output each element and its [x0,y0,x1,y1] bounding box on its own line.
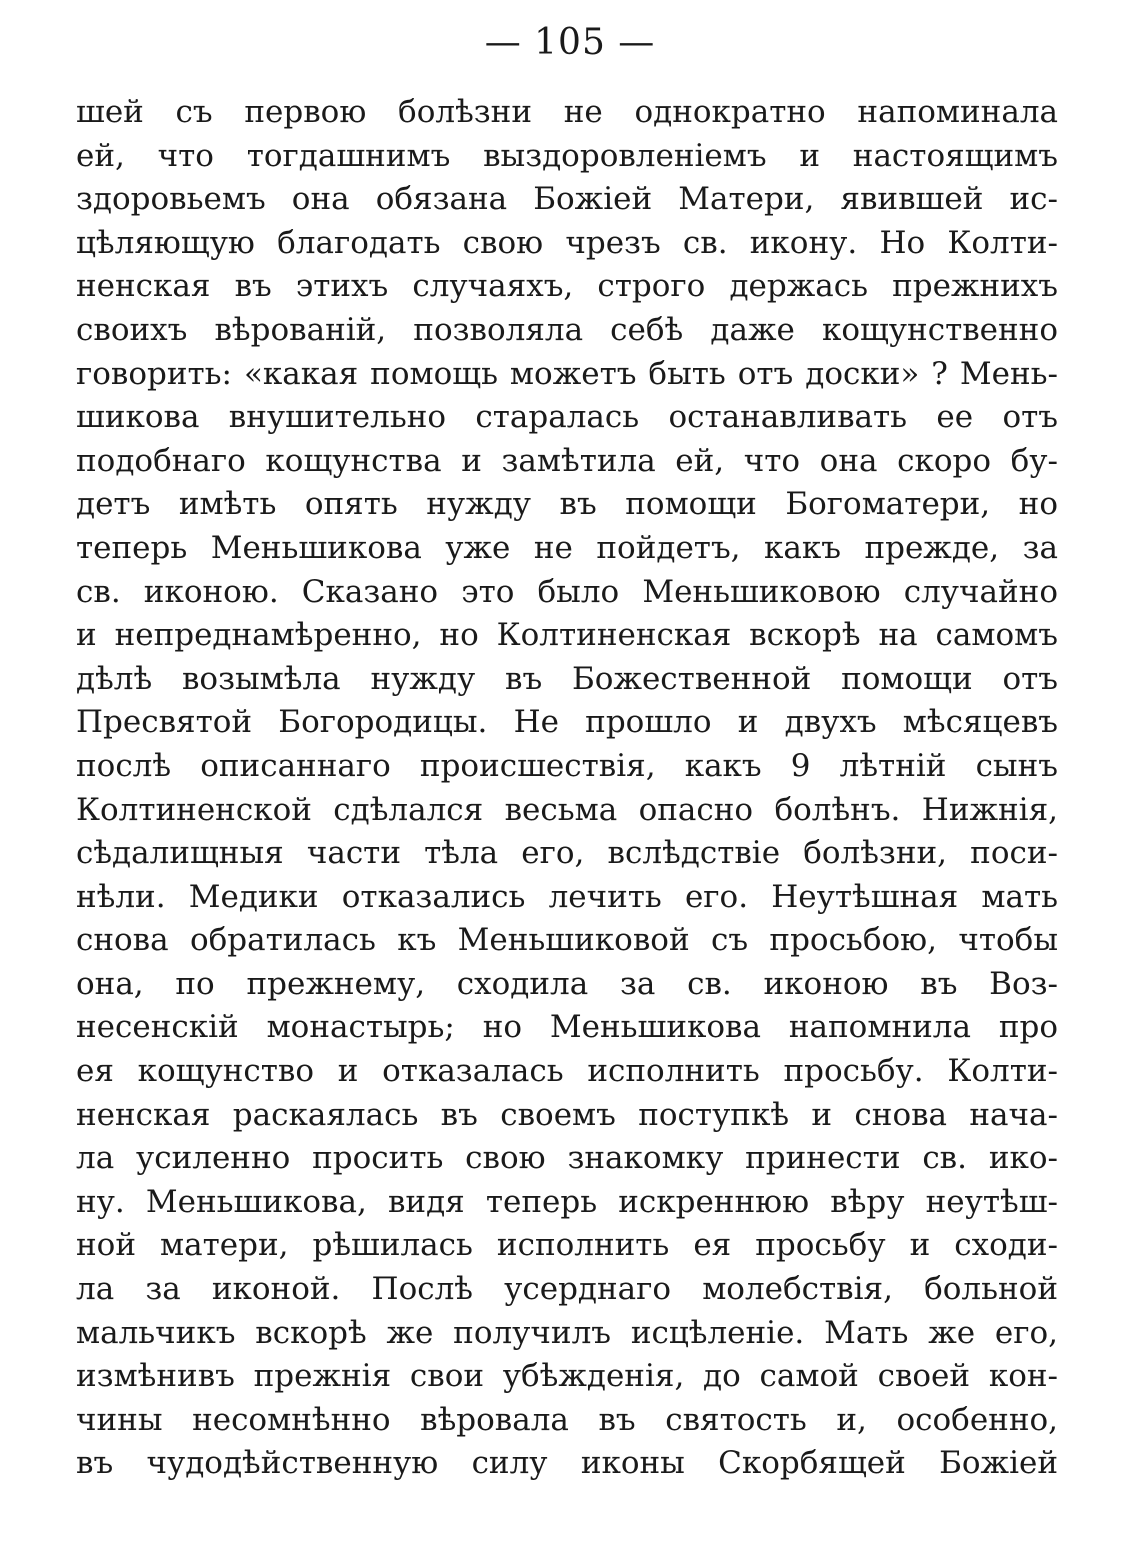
text-line: она, по прежнему, сходила за св. иконою въ Воз- [76,965,1058,1002]
text-line: ненская въ этихъ случаяхъ, строго держась прежнихъ [76,268,1058,305]
text-line: послѣ описаннаго происшествія, какъ 9 лѣтній сынъ [76,747,1058,784]
text-line: дѣлѣ возымѣла нужду въ Божественной помощи отъ [76,660,1058,697]
text-line: св. иконою. Сказано это было Меньшиковою случайно [76,573,1058,610]
text-line: шикова внушительно старалась останавливать ее отъ [76,399,1058,436]
text-line: подобнаго кощунства и замѣтила ей, что она скоро бу- [76,442,1058,479]
text-line: ной матери, рѣшилась исполнить ея просьбу и сходи- [76,1227,1058,1264]
text-line: несенскій монастырь; но Меньшикова напомнила про [76,1009,1058,1046]
text-line: ненская раскаялась въ своемъ поступкѣ и снова нача- [76,1096,1058,1133]
text-line: въ чудодѣйственную силу иконы Скорбящей Божіей [76,1445,1058,1482]
page-number: — 105 — [484,22,656,63]
text-line: ла за иконой. Послѣ усерднаго молебствія, больной [76,1271,1058,1308]
text-line: здоровьемъ она обязана Божіей Матери, явившей ис- [76,181,1058,218]
text-line: и непреднамѣренно, но Колтиненская вскорѣ на самомъ [76,617,1058,654]
text-line: цѣляющую благодать свою чрезъ св. икону. Но Колти- [76,224,1058,261]
text-line: нѣли. Медики отказались лечить его. Неутѣшная мать [76,878,1058,915]
text-line: сѣдалищныя части тѣла его, вслѣдствіе болѣзни, поси- [76,835,1058,872]
text-line: ея кощунство и отказалась исполнить просьбу. Колти- [76,1053,1058,1090]
text-line: своихъ вѣрованій, позволяла себѣ даже кощунственно [76,311,1058,348]
text-line: снова обратилась къ Меньшиковой съ просьбою, чтобы [76,922,1058,959]
text-line: теперь Меньшикова уже не пойдетъ, какъ прежде, за [76,529,1058,566]
text-line: ла усиленно просить свою знакомку принести св. ико- [76,1140,1058,1177]
text-line: ей, что тогдашнимъ выздоровленіемъ и настоящимъ [76,137,1058,174]
text-line: шей съ первою болѣзни не однократно напоминала [76,94,1058,130]
text-line: детъ имѣть опять нужду въ помощи Богоматери, но [76,486,1058,523]
text-line: чины несомнѣнно вѣровала въ святость и, особенно, [76,1401,1058,1438]
text-line: Колтиненской сдѣлался весьма опасно болѣнъ. Нижнія, [76,791,1058,828]
text-line: мальчикъ вскорѣ же получилъ исцѣленіе. Мать же его, [76,1314,1058,1351]
body-text [76,91,1058,1486]
text-line: измѣнивъ прежнія свои убѣжденія, до самой своей кон- [76,1358,1058,1395]
text-line: Пресвятой Богородицы. Не прошло и двухъ мѣсяцевъ [76,704,1058,741]
text-line: говорить: «какая помощь можетъ быть отъ доски» ? Мень- [76,355,1058,392]
text-line: ну. Меньшикова, видя теперь искреннюю вѣру неутѣш- [76,1183,1058,1220]
